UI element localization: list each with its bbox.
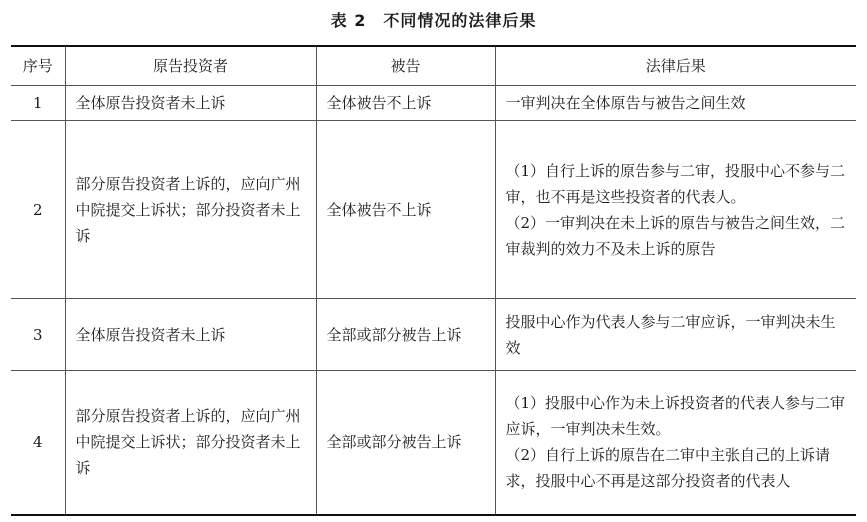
legal-consequences-table bbox=[11, 45, 856, 516]
consequence-cell bbox=[495, 121, 856, 299]
table-caption: 表 2 不同情况的法律后果 bbox=[330, 11, 537, 30]
consequence-cell bbox=[495, 371, 856, 515]
table-row bbox=[11, 86, 856, 121]
defendant-cell: 全部或部分被告上诉 bbox=[316, 371, 495, 515]
table-row bbox=[11, 371, 856, 515]
consequence-text: （2）自行上诉的原告在二审中主张自己的上诉请求，投服中心不再是这部分投资者的代表人 bbox=[505, 446, 831, 491]
consequence-text: （2）一审判决在未上诉的原告与被告之间生效，二审裁判的效力不及未上诉的原告 bbox=[505, 213, 846, 258]
row-number: 2 bbox=[11, 121, 65, 299]
header-plaintiff: 原告投资者 bbox=[65, 46, 316, 86]
header-defendant: 被告 bbox=[316, 46, 495, 86]
table-row bbox=[11, 299, 856, 371]
consequence-text: （1）自行上诉的原告参与二审，投服中心不参与二审，也不再是这些投资者的代表人。 bbox=[505, 161, 846, 206]
plaintiff-cell: 全体原告投资者未上诉 bbox=[65, 299, 316, 371]
row-number: 1 bbox=[11, 86, 65, 121]
consequence-text: 投服中心作为代表人参与二审应诉，一审判决未生效 bbox=[505, 312, 836, 357]
consequence-text: （1）投服中心作为未上诉投资者的代表人参与二审应诉，一审判决未生效。 bbox=[505, 394, 846, 439]
consequence-text: 一审判决在全体原告与被告之间生效 bbox=[505, 94, 746, 112]
defendant-cell: 全体被告不上诉 bbox=[316, 86, 495, 121]
consequence-cell bbox=[495, 299, 856, 371]
consequence-cell bbox=[495, 86, 856, 121]
table-row bbox=[11, 121, 856, 299]
plaintiff-cell: 全体原告投资者未上诉 bbox=[65, 86, 316, 121]
header-number: 序号 bbox=[11, 46, 65, 86]
header-row bbox=[11, 46, 856, 86]
row-number: 3 bbox=[11, 299, 65, 371]
plaintiff-cell: 部分原告投资者上诉的，应向广州中院提交上诉状；部分投资者未上诉 bbox=[65, 371, 316, 515]
header-consequence: 法律后果 bbox=[495, 46, 856, 86]
defendant-cell: 全部或部分被告上诉 bbox=[316, 299, 495, 371]
row-number: 4 bbox=[11, 371, 65, 515]
plaintiff-cell: 部分原告投资者上诉的，应向广州中院提交上诉状；部分投资者未上诉 bbox=[65, 121, 316, 299]
defendant-cell: 全体被告不上诉 bbox=[316, 121, 495, 299]
